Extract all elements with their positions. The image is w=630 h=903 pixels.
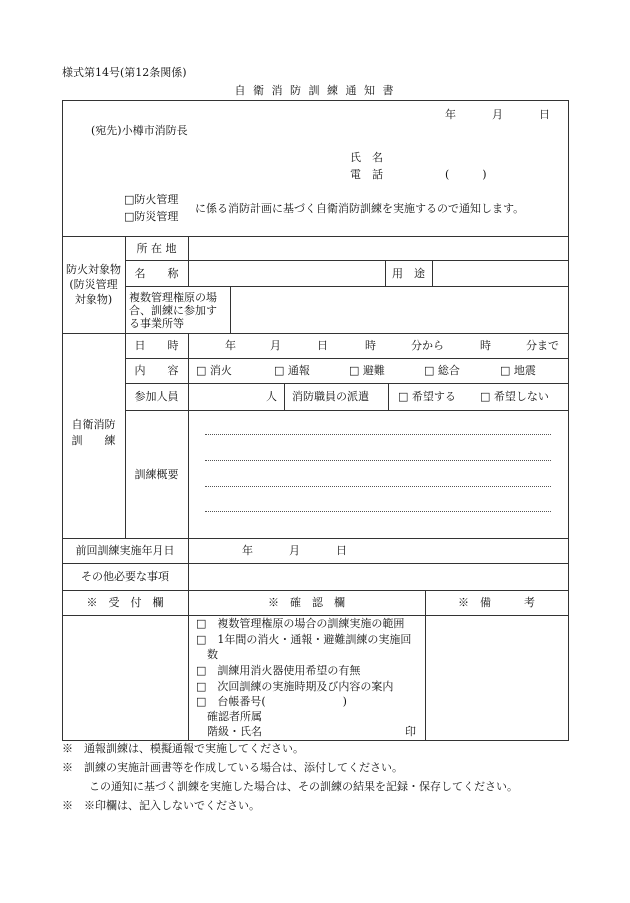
property-name-label: 名 称 — [134, 267, 179, 280]
confirmer-affiliation-label: 確認者所属 — [207, 710, 262, 723]
date-month-label: 月 — [492, 108, 503, 121]
content-option-extinguishing: □ 消火 — [196, 364, 232, 377]
property-group-label — [62, 262, 125, 307]
checklist-item-continuation: 数 — [207, 648, 218, 661]
previous-training-year-unit: 年 — [242, 544, 253, 557]
datetime-year-unit: 年 — [225, 339, 236, 352]
divider-location-row — [125, 260, 568, 261]
datetime-month-unit: 月 — [270, 339, 281, 352]
previous-training-label: 前回訓練実施年月日 — [75, 544, 175, 557]
checklist-item: □ 訓練用消火器使用希望の有無 — [196, 664, 361, 677]
participants-unit: 人 — [266, 390, 277, 403]
other-matters-label: その他必要な事項 — [81, 570, 169, 583]
divider-participants-count — [284, 383, 285, 410]
training-group-label-line: 自衛消防 — [71, 418, 116, 431]
divider-datetime-row — [125, 358, 568, 359]
divider-use-label-right — [432, 260, 433, 286]
addressee: (宛先)小樽市消防長 — [91, 124, 188, 137]
seal-mark: 印 — [405, 725, 416, 738]
divider-header-section — [62, 236, 568, 237]
note-item: ※ 訓練の実施計画書等を作成している場合は、添付してください。 — [62, 761, 403, 774]
checkbox-fire-management: □防火管理 — [124, 193, 179, 206]
multi-title-label-line: 複数管理権原の場 — [129, 291, 217, 304]
divider-property-section — [62, 333, 568, 334]
datetime-start-minute-unit: 分から — [411, 339, 444, 352]
datetime-end-hour-unit: 時 — [480, 339, 491, 352]
content-option-comprehensive: □ 総合 — [424, 364, 460, 377]
property-group-label-line: (防災管理 — [69, 278, 118, 291]
reception-header: ※ 受 付 欄 — [86, 596, 164, 609]
divider-group-label-column — [125, 236, 126, 538]
datetime-label: 日 時 — [134, 339, 179, 352]
divider-dispatch-label — [388, 383, 389, 410]
previous-training-day-unit: 日 — [336, 544, 347, 557]
divider-multi-title-label-column — [230, 286, 231, 333]
checklist-ledger-number: □ 台帳番号( ) — [196, 695, 347, 708]
summary-writing-line — [205, 511, 551, 512]
checkbox-disaster-management: □防災管理 — [124, 210, 179, 223]
dispatch-option-no-request: □ 希望しない — [480, 390, 549, 403]
divider-training-section — [62, 538, 568, 539]
summary-writing-line — [205, 434, 551, 435]
divider-property-label-column — [188, 236, 189, 286]
content-label: 内 容 — [134, 364, 179, 377]
divider-other-row — [62, 590, 568, 591]
date-year-label: 年 — [445, 108, 456, 121]
remarks-header: ※ 備 考 — [458, 596, 535, 609]
property-group-label-line: 防火対象物 — [66, 263, 121, 276]
multi-title-label-line: 合、訓練に参加す — [129, 304, 217, 317]
divider-office-header-row — [62, 615, 568, 616]
form-title: 自 衛 消 防 訓 練 通 知 書 — [234, 84, 396, 97]
property-group-label-line: 対象物) — [74, 293, 113, 306]
date-day-label: 日 — [539, 108, 550, 121]
summary-label: 訓練概要 — [134, 468, 179, 481]
content-option-earthquake: □ 地震 — [500, 364, 536, 377]
training-group-label — [62, 417, 125, 449]
divider-content-row — [125, 383, 568, 384]
checklist-item: □ 1年間の消火・通報・避難訓練の実施回 — [196, 633, 412, 646]
previous-training-month-unit: 月 — [289, 544, 300, 557]
content-option-evacuation: □ 避難 — [349, 364, 385, 377]
divider-label-column — [188, 333, 189, 740]
confirmation-header: ※ 確 認 欄 — [268, 596, 345, 609]
divider-name-row — [125, 286, 568, 287]
summary-writing-line — [205, 486, 551, 487]
applicant-name-label: 氏 名 — [350, 151, 383, 164]
dispatch-label: 消防職員の派遣 — [292, 390, 369, 403]
note-item: ※ 通報訓練は、模擬通報で実施してください。 — [62, 742, 304, 755]
participants-label: 参加人員 — [134, 390, 179, 403]
divider-previous-row — [62, 563, 568, 564]
rank-name-label: 階級・氏名 — [207, 725, 262, 738]
multi-title-label-line: る事業所等 — [129, 317, 184, 330]
phone-label: 電 話 — [350, 168, 383, 181]
summary-writing-line — [205, 460, 551, 461]
checklist-item: □ 複数管理権原の場合の訓練実施の範囲 — [196, 617, 405, 630]
divider-participants-row — [125, 410, 568, 411]
training-group-label-line: 訓 練 — [71, 434, 116, 447]
divider-remarks-column — [425, 590, 426, 740]
form-number: 様式第14号(第12条関係) — [62, 66, 187, 79]
checklist-item: □ 次回訓練の実施時期及び内容の案内 — [196, 680, 394, 693]
note-item: ※ ※印欄は、記入しないでください。 — [62, 799, 260, 812]
property-use-label: 用 途 — [392, 267, 425, 280]
note-item-continuation: この通知に基づく訓練を実施した場合は、その訓練の結果を記録・保存してください。 — [89, 780, 518, 793]
datetime-start-hour-unit: 時 — [365, 339, 376, 352]
content-option-reporting: □ 通報 — [274, 364, 310, 377]
datetime-end-minute-unit: 分まで — [526, 339, 559, 352]
phone-area-code-parens: ( ) — [445, 168, 487, 181]
dispatch-option-request: □ 希望する — [398, 390, 456, 403]
notification-statement: に係る消防計画に基づく自衛消防訓練を実施するので通知します。 — [195, 202, 525, 215]
multi-title-label — [129, 291, 217, 330]
location-label: 所 在 地 — [136, 242, 177, 255]
datetime-day-unit: 日 — [317, 339, 328, 352]
